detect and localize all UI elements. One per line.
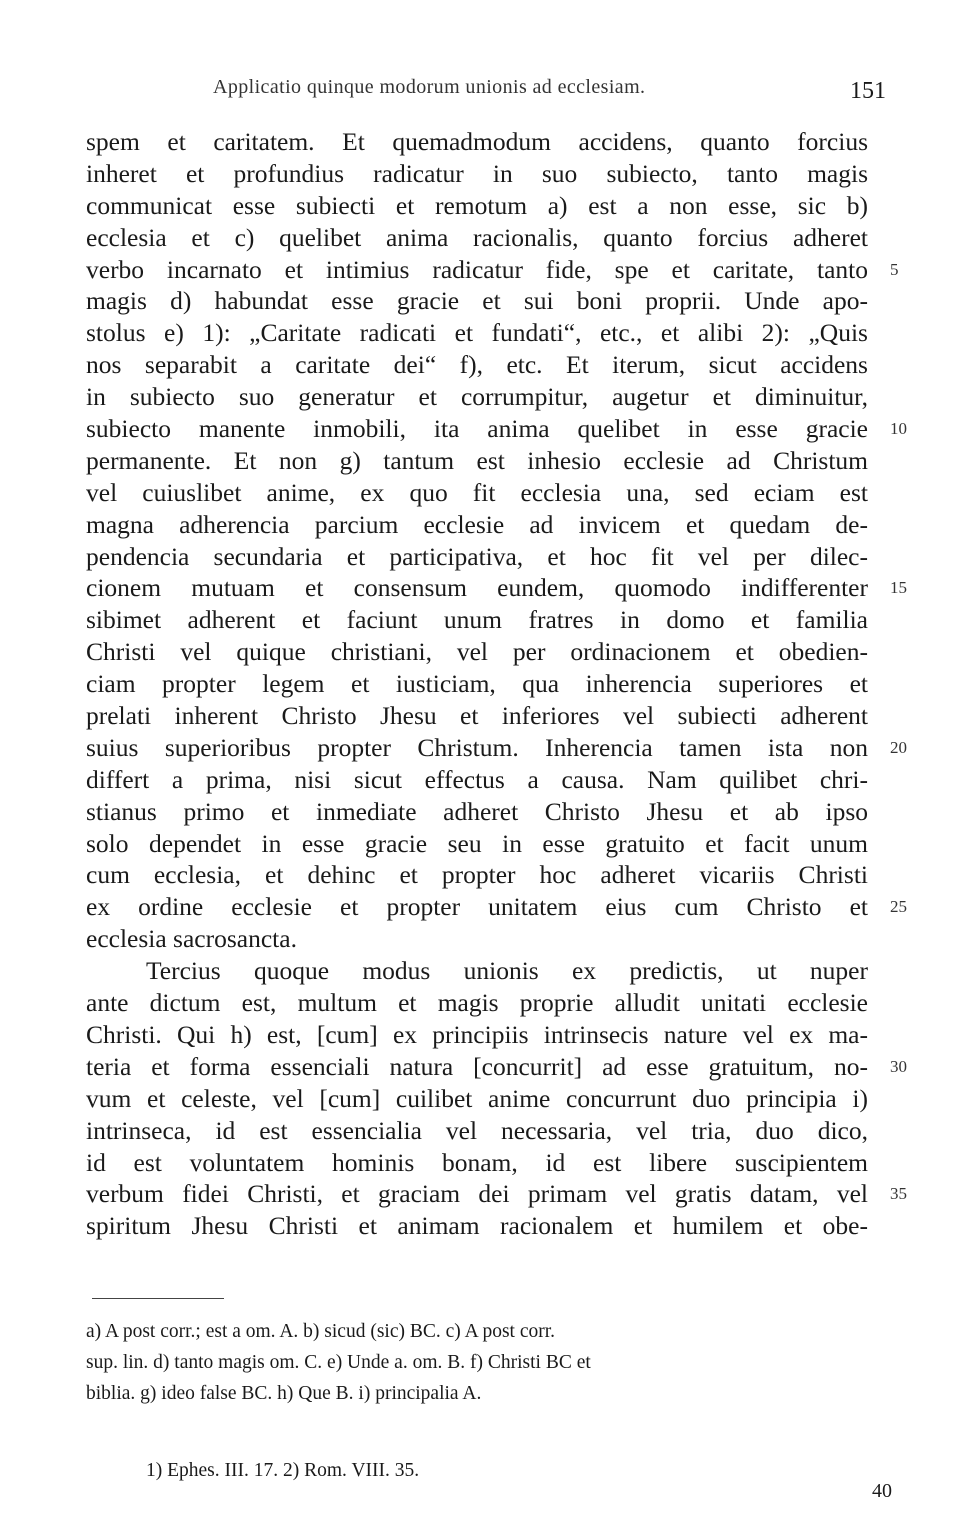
- text-line: vum et celeste, vel [cum] cuilibet anime concurrunt duo principia i): [86, 1083, 868, 1113]
- text-line: differt a prima, nisi sicut effectus a causa. Nam quilibet chri-: [86, 764, 868, 794]
- text-line: Christi. Qui h) est, [cum] ex principiis intrinsecis nature vel ex ma-: [86, 1019, 868, 1049]
- text-line: prelati inherent Christo Jhesu et inferiores vel subiecti adherent: [86, 701, 868, 731]
- line-number: 10: [890, 419, 907, 439]
- text-line: teria et forma essenciali natura [concurrit] ad esse gratuitum, no- 30: [86, 1051, 907, 1081]
- text-line: ecclesia et c) quelibet anima racionalis, quanto forcius adheret: [86, 222, 868, 252]
- text-line: pendencia secundaria et participativa, et hoc fit vel per dilec-: [86, 541, 868, 571]
- text-line: ciam propter legem et iusticiam, qua inherencia superiores et: [86, 669, 868, 699]
- text-line: stolus e) 1): „Caritate radicati et fundati“, etc., et alibi 2): „Quis: [86, 318, 868, 348]
- line-number: 5: [890, 259, 899, 279]
- text-line: stianus primo et inmediate adheret Christo Jhesu et ab ipso: [86, 796, 868, 826]
- text-line: Christi vel quique christiani, vel per ordinacionem et obedien-: [86, 637, 868, 667]
- line-number: 15: [890, 578, 907, 598]
- text-line: ante dictum est, multum et magis proprie alludit unitati ecclesie: [86, 988, 868, 1018]
- text-line: verbo incarnato et intimius radicatur fide, spe et caritate, tanto 5: [86, 254, 899, 284]
- text-line: vel cuiuslibet anime, ex quo fit ecclesia una, sed eciam est: [86, 477, 868, 507]
- text-line: sibimet adherent et faciunt unum fratres in domo et familia: [86, 605, 868, 635]
- line-number: 30: [890, 1056, 907, 1076]
- text-line: cionem mutuam et consensum eundem, quomodo indifferenter 15: [86, 573, 907, 603]
- text-line: magis d) habundat esse gracie et sui boni proprii. Unde apo-: [86, 286, 868, 316]
- bottom-line-number: 40: [872, 1480, 892, 1502]
- page-header: [0, 76, 960, 106]
- text-line: ecclesia sacrosancta.: [86, 924, 297, 954]
- line-number: 35: [890, 1184, 907, 1204]
- text-line: verbum fidei Christi, et graciam dei primam vel gratis datam, vel 35: [86, 1179, 907, 1209]
- text-line: nos separabit a caritate dei“ f), etc. Et iterum, sicut accidens: [86, 350, 868, 380]
- text-line: id est voluntatem hominis bonam, id est libere suscipientem: [86, 1147, 868, 1177]
- text-line: in subiecto suo generatur et corrumpitur, augetur et diminuitur,: [86, 382, 868, 412]
- text-line: communicat esse subiecti et remotum a) est a non esse, sic b): [86, 190, 868, 220]
- body-text: [86, 126, 907, 1242]
- text-line: solo dependet in esse gracie seu in esse gratuito et facit unum: [86, 828, 868, 858]
- running-head: Applicatio quinque modorum unionis ad ecclesiam.: [213, 76, 646, 98]
- line-number: 20: [890, 737, 907, 757]
- line-number: 25: [890, 897, 907, 917]
- text-line: subiecto manente inmobili, ita anima quelibet in esse gracie 10: [86, 414, 907, 444]
- text-line: magna adherencia parcium ecclesie ad invicem et quedam de-: [86, 509, 868, 539]
- footnote-line: sup. lin. d) tanto magis om. C. e) Unde a. om. B. f) Christi BC et: [86, 1352, 591, 1373]
- text-line: ex ordine ecclesie et propter unitatem eius cum Christo et 25: [86, 892, 907, 922]
- text-line: permanente. Et non g) tantum est inhesio ecclesie ad Christum: [86, 445, 868, 475]
- footnote-line: biblia. g) ideo false BC. h) Que B. i) principalia A.: [86, 1383, 482, 1404]
- footnote-rule: [92, 1298, 224, 1299]
- text-line: spem et caritatem. Et quemadmodum accidens, quanto forcius: [86, 127, 868, 156]
- text-line: intrinseca, id est essencialia vel necessaria, vel tria, duo dico,: [86, 1115, 868, 1145]
- biblical-references: 1) Ephes. III. 17. 2) Rom. VIII. 35.: [146, 1460, 420, 1481]
- footnote-line: a) A post corr.; est a om. A. b) sicud (sic) BC. c) A post corr.: [86, 1321, 556, 1342]
- page-number: 151: [850, 78, 886, 104]
- footnotes: [86, 1316, 876, 1409]
- text-line: cum ecclesia, et dehinc et propter hoc adheret vicariis Christi: [86, 860, 868, 890]
- text-line: spiritum Jhesu Christi et animam racionalem et humilem et obe-: [86, 1211, 868, 1241]
- text-line: inheret et profundius radicatur in suo subiecto, tanto magis: [86, 158, 868, 188]
- text-line: suius superioribus propter Christum. Inherencia tamen ista non 20: [86, 732, 907, 762]
- text-line: Tercius quoque modus unionis ex predictis, ut nuper: [146, 956, 868, 986]
